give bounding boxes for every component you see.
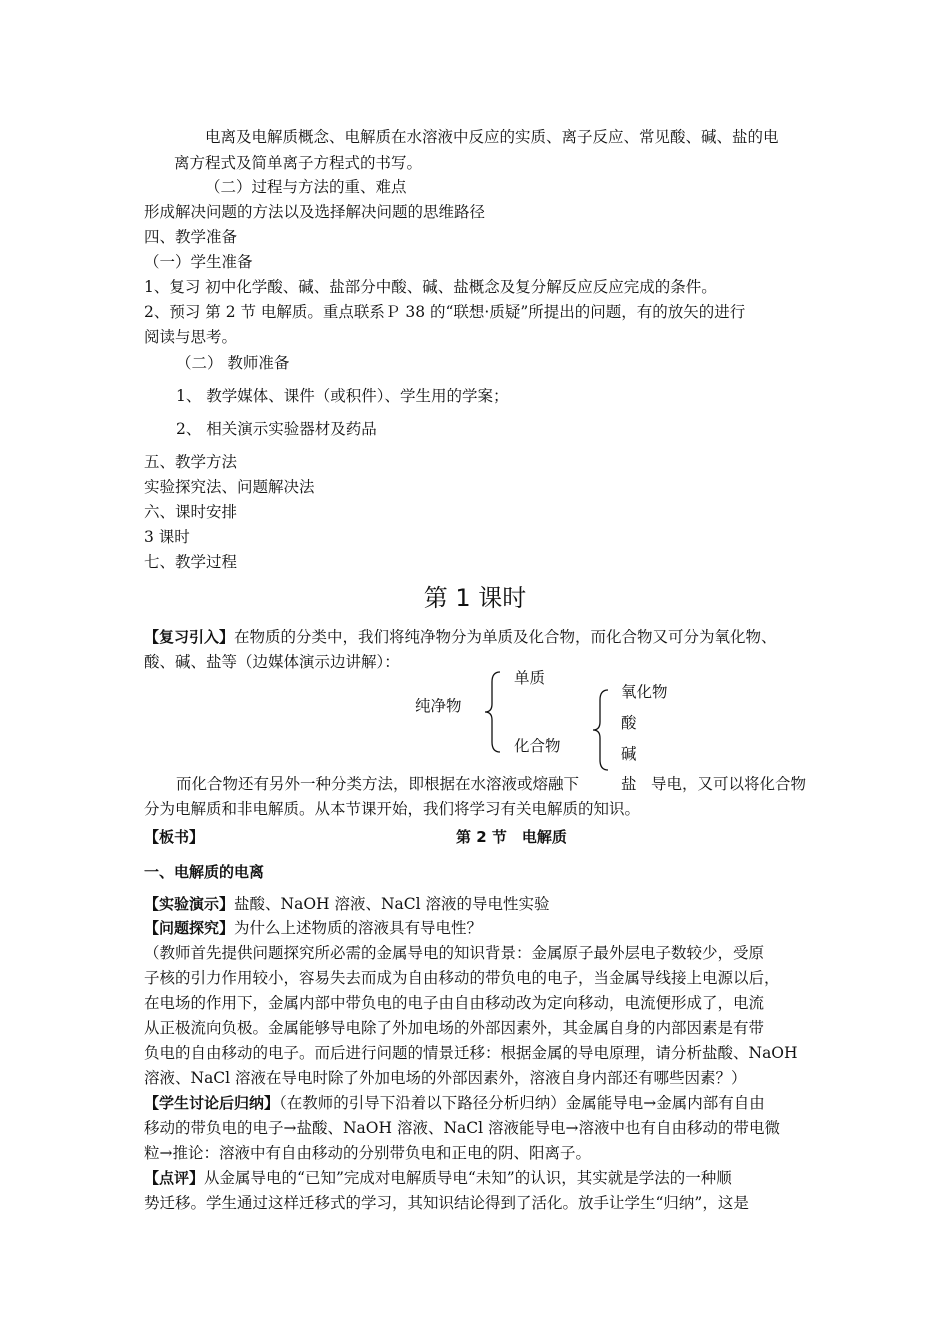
paragraph-intro-cont: 离方程式及简单离子方程式的书写。 <box>174 154 423 172</box>
diagram-base: 碱 <box>621 745 637 763</box>
hours-text: 3 课时 <box>144 528 190 546</box>
section-five-heading: 五、教学方法 <box>144 453 238 471</box>
inquiry-label: 【问题探究】 <box>144 919 235 937</box>
compound-text-line-2: 分为电解质和非电解质。从本节课开始，我们将学习有关电解质的知识。 <box>144 800 641 818</box>
student-prep-item-2-cont: 阅读与思考。 <box>144 328 238 346</box>
diagram-acid: 酸 <box>621 714 637 732</box>
demo-label: 【实验演示】 <box>144 895 235 913</box>
comment-text-1: 从金属导电的“已知”完成对电解质导电“未知”的认识，其实就是学法的一种顺 <box>204 1169 732 1187</box>
student-prep-item-2: 2、预习 第 2 节 电解质。重点联系Ｐ 38 的“联想·质疑”所提出的问题，有的放矢的进行 <box>144 303 746 321</box>
review-text-2: 酸、碱、盐等（边媒体演示边讲解）： <box>144 653 400 671</box>
board-label: 【板书】 <box>144 828 205 846</box>
inquiry-line <box>144 917 482 939</box>
student-prep-title: （一）学生准备 <box>144 253 253 271</box>
diagram-element: 单质 <box>514 669 546 687</box>
inquiry-paragraph-line-1: （教师首先提供问题探究所必需的金属导电的知识背景：金属原子最外层电子数较少，受原 <box>144 944 765 962</box>
diagram-salt: 盐 <box>621 775 637 793</box>
review-paragraph-line-1 <box>144 626 777 648</box>
method-text: 实验探究法、问题解决法 <box>144 478 315 496</box>
discuss-text-1: （在教师的引导下沿着以下路径分析归纳）金属能导电→金属内部有自由 <box>279 1094 765 1112</box>
teacher-prep-item-2: 2、 相关演示实验器材及药品 <box>176 420 377 438</box>
comment-line-1 <box>144 1167 732 1189</box>
compound-brace-icon <box>590 688 612 772</box>
review-text-1: 在物质的分类中，我们将纯净物分为单质及化合物，而化合物又可分为氧化物、 <box>234 628 777 646</box>
board-title: 第 2 节 电解质 <box>456 828 567 846</box>
discuss-line-2: 移动的带负电的电子→盐酸、NaOH 溶液、NaCl 溶液能导电→溶液中也有自由移动的带电微 <box>144 1119 780 1137</box>
paragraph-intro: 电离及电解质概念、电解质在水溶液中反应的实质、离子反应、常见酸、碱、盐的电 <box>205 128 779 146</box>
review-label: 【复习引入】 <box>144 628 235 646</box>
section-process-method: （二）过程与方法的重、难点 <box>205 178 407 196</box>
discuss-line-1 <box>144 1092 765 1114</box>
comment-line-2: 势迁移。学生通过这样迁移式的学习，其知识结论得到了活化。放手让学生“归纳”，这是 <box>144 1194 749 1212</box>
teacher-prep-item-1: 1、 教学媒体、课件（或积件）、学生用的学案； <box>176 387 509 405</box>
compound-text-line-1a: 而化合物还有另外一种分类方法，即根据在水溶液或熔融下 <box>176 775 580 793</box>
comment-label: 【点评】 <box>144 1169 205 1187</box>
inquiry-text: 为什么上述物质的溶液具有导电性？ <box>234 919 483 937</box>
discuss-label: 【学生讨论后归纳】 <box>144 1094 280 1112</box>
section-six-heading: 六、课时安排 <box>144 503 238 521</box>
student-prep-item-1: 1、复习 初中化学酸、碱、盐部分中酸、碱、盐概念及复分解反应反应完成的条件。 <box>144 278 717 296</box>
discuss-line-3: 粒→推论：溶液中有自由移动的分别带负电和正电的阴、阳离子。 <box>144 1144 591 1162</box>
process-method-text: 形成解决问题的方法以及选择解决问题的思维路径 <box>144 203 486 221</box>
demo-line <box>144 893 550 915</box>
teacher-prep-title: （二） 教师准备 <box>176 354 290 372</box>
diagram-compound: 化合物 <box>514 737 561 755</box>
diagram-pure-substance: 纯净物 <box>415 697 462 715</box>
inquiry-paragraph-line-4: 从正极流向负极。金属能够导电除了外加电场的外部因素外，其金属自身的内部因素是有带 <box>144 1019 765 1037</box>
lesson-title: 第 1 课时 <box>423 584 527 612</box>
demo-text: 盐酸、NaOH 溶液、NaCl 溶液的导电性实验 <box>234 895 550 913</box>
diagram-oxide: 氧化物 <box>621 683 668 701</box>
inquiry-paragraph-line-6: 溶液、NaCl 溶液在导电时除了外加电场的外部因素外，溶液自身内部还有哪些因素？） <box>144 1069 747 1087</box>
section-seven-heading: 七、教学过程 <box>144 553 238 571</box>
left-brace-icon <box>482 670 504 754</box>
inquiry-paragraph-line-2: 子核的引力作用较小，容易失去而成为自由移动的带负电的电子，当金属导线接上电源以后， <box>144 969 780 987</box>
inquiry-paragraph-line-3: 在电场的作用下，金属内部中带负电的电子由自由移动改为定向移动，电流便形成了，电流 <box>144 994 765 1012</box>
compound-text-line-1b: 导电，又可以将化合物 <box>651 775 807 793</box>
section-four-heading: 四、教学准备 <box>144 228 238 246</box>
section-ionization-heading: 一、电解质的电离 <box>144 863 265 881</box>
inquiry-paragraph-line-5: 负电的自由移动的电子。而后进行问题的情景迁移：根据金属的导电原理，请分析盐酸、NaOH <box>144 1044 798 1062</box>
